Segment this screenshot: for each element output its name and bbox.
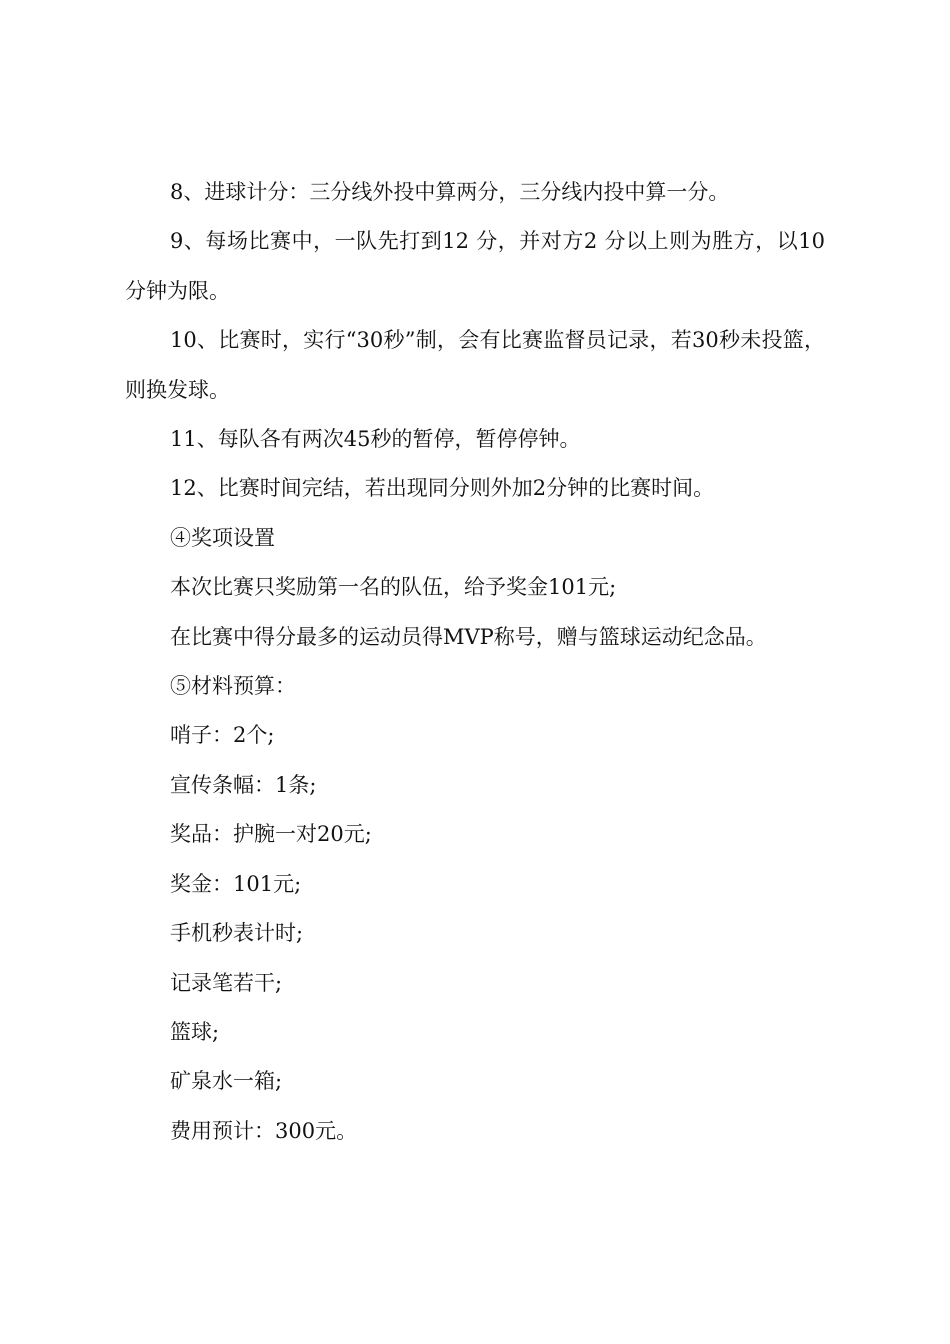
budget-item-banner: 宣传条幅：1条; [170,772,317,797]
budget-item-whistle: 哨子：2个; [170,723,275,748]
awards-heading: ④奖项设置 [170,525,275,550]
rule-9-winning: 9、每场比赛中，一队先打到12 分，并对方2 分以上则为胜方，以10分钟为限。 [125,229,825,303]
budget-item-prize: 奖品：护腕一对20元; [170,822,372,847]
budget-heading: ⑤材料预算： [170,674,296,699]
award-mvp: 在比赛中得分最多的运动员得MVP称号，赠与篮球运动纪念品。 [170,624,767,649]
budget-item-pens: 记录笔若干; [170,970,283,995]
rule-12-overtime: 12、比赛时间完结，若出现同分则外加2分钟的比赛时间。 [170,476,715,501]
budget-item-basketball: 篮球; [170,1019,220,1044]
rule-11-timeouts: 11、每队各有两次45秒的暂停，暂停停钟。 [170,427,581,452]
rule-10-shot-clock: 10、比赛时，实行“30秒”制，会有比赛监督员记录，若30秒未投篮，则换发球。 [125,328,825,402]
rule-8-scoring: 8、进球计分：三分线外投中算两分，三分线内投中算一分。 [170,180,730,204]
budget-item-timer: 手机秒表计时; [170,921,304,946]
budget-total: 费用预计：300元。 [170,1118,358,1143]
award-first-place: 本次比赛只奖励第一名的队伍，给予奖金101元; [170,575,617,600]
budget-item-bonus: 奖金：101元; [170,871,302,896]
budget-item-water: 矿泉水一箱; [170,1069,283,1094]
document-body [125,168,825,1156]
